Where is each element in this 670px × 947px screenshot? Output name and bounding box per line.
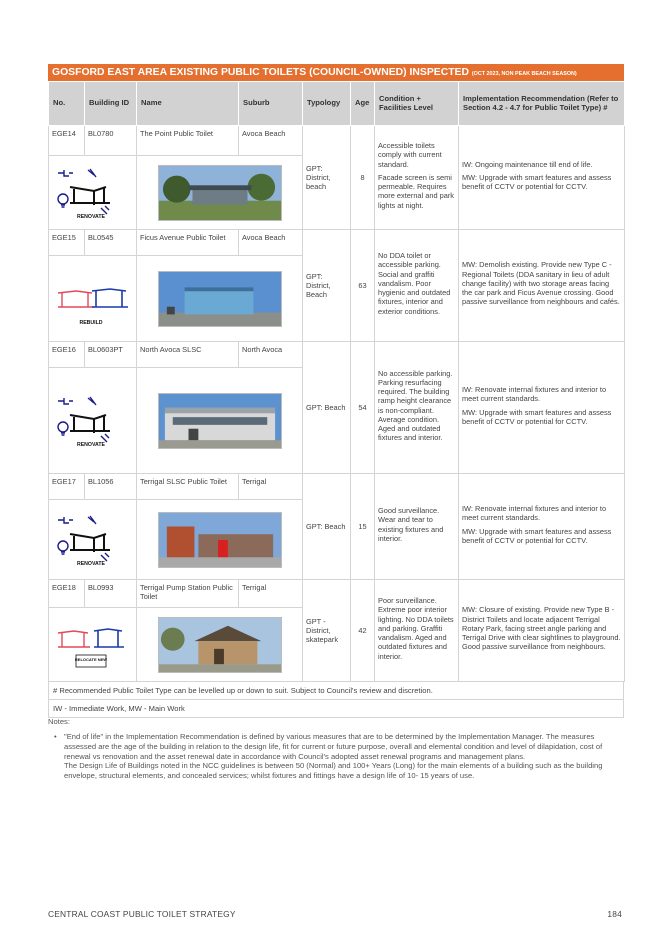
table-row (49, 474, 625, 500)
note-text-design-life: The Design Life of Buildings noted in the NCC guidelines is between 50 (Normal) and 100+ Years (Long) for the main elements of a building such as the building envelope, structural elements, and concealed services; whilst fixtures and fittings have a design life of 10- 15 years of use. (64, 761, 603, 781)
col-header-typology: Typology (303, 82, 351, 126)
cell-no: EGE18 (49, 580, 85, 608)
condition-text: No accessible parking. Parking resurfacing required. The building ramp height clearance is non-compliant. Average condition. Aged and outdated fixtures and interior. (378, 368, 453, 443)
cell-no: EGE14 (49, 126, 85, 156)
note-item (64, 732, 624, 762)
col-header-name: Name (137, 82, 239, 126)
table-title-sub: (OCT 2023, NON PEAK BEACH SEASON) (471, 71, 577, 77)
cell-no: EGE17 (49, 474, 85, 500)
condition-text: Facade screen is semi permeable. Requires more external and park lights at night. (378, 172, 454, 210)
note-text-end-of-life: "End of life" in the Implementation Recommendation is defined by various measures that are to be determined by the Implementation Manager. The measures assessed are the age of the building in relation to the design life, fit for current or future purpose, overall and elemental condition and level of dilapidation, cost of renewal vs renovation and the asset renewal date in accordance with Council's adopted asset renewal programs and management plans. (64, 731, 603, 761)
cell-photo (137, 608, 303, 682)
cell-typology: GPT: Beach (303, 474, 351, 580)
cell-typology: GPT - District, skatepark (303, 580, 351, 682)
notes-section (48, 717, 624, 781)
toilet-photo (158, 617, 282, 673)
cell-recommendation (459, 342, 625, 474)
renovate-icon (54, 165, 132, 221)
cell-type-icon (49, 368, 137, 474)
cell-name: Ficus Avenue Public Toilet (137, 230, 239, 256)
cell-condition (375, 126, 459, 230)
cell-building-id: BL0603PT (85, 342, 137, 368)
condition-text: No DDA toilet or accessible parking. Social and graffiti vandalism. Poor hygienic and outdated fixtures, interior and exterior conditions. (378, 251, 451, 316)
condition-text: Poor surveillance. Extreme poor interior lighting. No DDA toilets and parking. Graffiti vandalism. Aged and outdated fixtures and interior. (378, 596, 454, 661)
table-title: GOSFORD EAST AREA EXISTING PUBLIC TOILETS (COUNCIL-OWNED) INSPECTED (52, 67, 469, 78)
cell-recommendation (459, 474, 625, 580)
condition-text: Accessible toilets comply with current standard. (378, 141, 442, 169)
cell-age: 15 (351, 474, 375, 580)
cell-photo (137, 156, 303, 230)
icon-label: REBUILD (78, 319, 103, 326)
col-header-recommendation: Implementation Recommendation (Refer to Section 4.2 - 4.7 for Public Toilet Type) # (459, 82, 625, 126)
toilets-table (48, 81, 625, 682)
cell-name: Terrigal SLSC Public Toilet (137, 474, 239, 500)
cell-condition (375, 474, 459, 580)
cell-condition (375, 342, 459, 474)
footer-document-title: CENTRAL COAST PUBLIC TOILET STRATEGY (48, 909, 236, 919)
cell-suburb: Terrigal (239, 474, 303, 500)
table-row (49, 342, 625, 368)
cell-building-id: BL0993 (85, 580, 137, 608)
footnote-types: # Recommended Public Toilet Type can be levelled up or down to suit. Subject to Council's review and discretion. (48, 682, 624, 700)
toilet-photo (158, 393, 282, 449)
cell-name: Terrigal Pump Station Public Toilet (137, 580, 239, 608)
cell-typology: GPT: Beach (303, 342, 351, 474)
toilets-table-section (48, 64, 624, 718)
toilet-photo (158, 512, 282, 568)
notes-list (48, 732, 624, 762)
cell-recommendation (459, 126, 625, 230)
recommendation-text: MW: Upgrade with smart features and assess benefit of CCTV or potential for CCTV. (462, 526, 612, 545)
condition-text: Good surveillance. Wear and tear to existing fixtures and interior. (378, 506, 444, 543)
renovate-icon (54, 512, 132, 568)
rebuild-icon (54, 271, 132, 327)
cell-age: 42 (351, 580, 375, 682)
table-row (49, 230, 625, 256)
icon-label: RENOVATE (76, 441, 105, 448)
table-row (49, 126, 625, 156)
footer-page-number: 184 (607, 909, 622, 919)
cell-name: North Avoca SLSC (137, 342, 239, 368)
cell-suburb: Avoca Beach (239, 126, 303, 156)
recommendation-text: MW: Upgrade with smart features and assess benefit of CCTV or potential for CCTV. (462, 407, 612, 426)
cell-condition (375, 230, 459, 342)
icon-label: RELOCATE NEW (74, 656, 107, 662)
cell-type-icon (49, 500, 137, 580)
cell-no: EGE15 (49, 230, 85, 256)
recommendation-text: MW: Demolish existing. Provide new Type C - Regional Toilets (DDA sanitary in lieu of adult change facility) with two storage areas facing the car park and Ficus Avenue crossing. Good passive surveillance from neighbours and cafés. (462, 260, 620, 307)
table-header-row (49, 82, 625, 126)
cell-type-icon (49, 608, 137, 682)
footnote-abbreviations: IW - Immediate Work, MW - Main Work (48, 700, 624, 718)
cell-building-id: BL1056 (85, 474, 137, 500)
relocate-icon (54, 617, 132, 673)
col-header-building-id: Building ID (85, 82, 137, 126)
cell-building-id: BL0545 (85, 230, 137, 256)
cell-age: 8 (351, 126, 375, 230)
col-header-no: No. (49, 82, 85, 126)
recommendation-text: IW: Renovate internal fixtures and interior to meet current standards. (462, 504, 607, 523)
cell-recommendation (459, 580, 625, 682)
recommendation-text: MW: Upgrade with smart features and assess benefit of CCTV or potential for CCTV. (462, 172, 612, 192)
col-header-condition: Condition + Facilities Level (375, 82, 459, 126)
icon-label: RENOVATE (76, 213, 105, 220)
cell-typology: GPT: District, Beach (303, 230, 351, 342)
toilet-photo (158, 165, 282, 221)
cell-suburb: North Avoca (239, 342, 303, 368)
recommendation-text: MW: Closure of existing. Provide new Type B - District Toilets and locate adjacent Terrigal Rotary Park, facing street angle parking and Terrigal Drive with clear sightlines to playground. Good passive surveillance from neighbours. (462, 605, 621, 652)
cell-photo (137, 368, 303, 474)
col-header-suburb: Suburb (239, 82, 303, 126)
cell-typology: GPT: District, beach (303, 126, 351, 230)
icon-label: RENOVATE (76, 560, 105, 567)
col-header-age: Age (351, 82, 375, 126)
cell-recommendation (459, 230, 625, 342)
cell-no: EGE16 (49, 342, 85, 368)
cell-photo (137, 256, 303, 342)
cell-type-icon (49, 156, 137, 230)
cell-suburb: Terrigal (239, 580, 303, 608)
cell-condition (375, 580, 459, 682)
cell-age: 63 (351, 230, 375, 342)
cell-type-icon (49, 256, 137, 342)
cell-suburb: Avoca Beach (239, 230, 303, 256)
cell-building-id: BL0780 (85, 126, 137, 156)
recommendation-text: IW: Renovate internal fixtures and interior to meet current standards. (462, 385, 607, 404)
table-title-bar (48, 64, 624, 81)
renovate-icon (54, 393, 132, 449)
toilet-photo (158, 271, 282, 327)
notes-heading: Notes: (48, 717, 70, 726)
cell-age: 54 (351, 342, 375, 474)
table-row (49, 580, 625, 608)
cell-name: The Point Public Toilet (137, 126, 239, 156)
cell-photo (137, 500, 303, 580)
recommendation-text: IW: Ongoing maintenance till end of life. (462, 159, 593, 169)
